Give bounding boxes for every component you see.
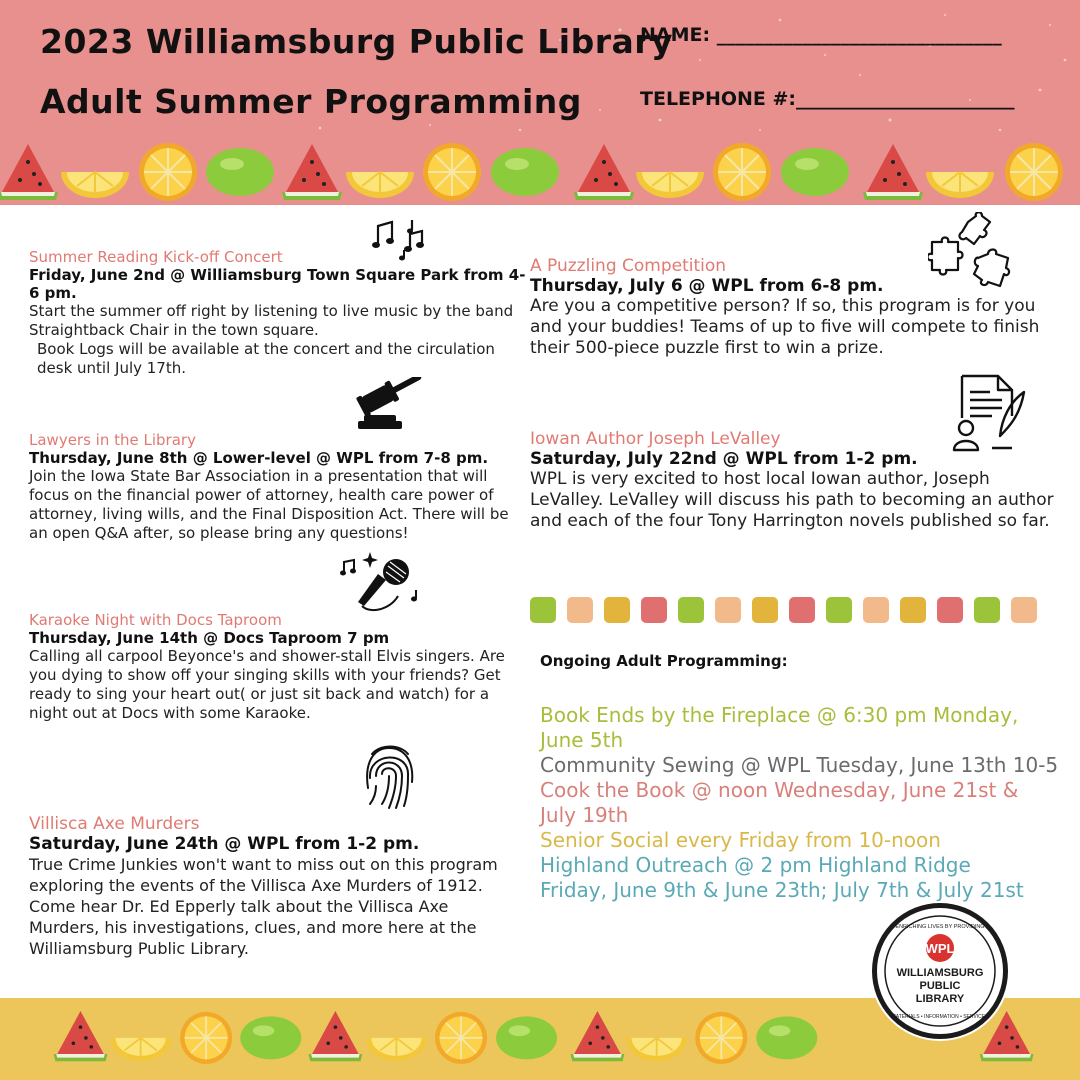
divider-square xyxy=(863,597,889,623)
event-title: Lawyers in the Library xyxy=(29,431,196,449)
divider-square xyxy=(937,597,963,623)
event-title: A Puzzling Competition xyxy=(530,256,727,276)
ongoing-item: Cook the Book @ noon Wednesday, June 21st & July 19th xyxy=(540,778,1019,827)
divider-square xyxy=(604,597,630,623)
ongoing-list xyxy=(540,703,1060,903)
event-when: Thursday, June 8th @ Lower-level @ WPL from 7-8 pm. xyxy=(29,449,489,467)
divider-square xyxy=(530,597,556,623)
fingerprint-icon xyxy=(362,742,416,812)
ongoing-item: Highland Outreach @ 2 pm Highland Ridge Friday, June 9th & June 23th; July 7th & July 21st xyxy=(540,853,1024,902)
event-desc: Join the Iowa State Bar Association in a presentation that will focus on the financial power of attorney, health care power of attorney, living wills, and the Final Disposition Act. There will be an open Q&A after, so please bring any questions! xyxy=(29,467,509,542)
library-seal xyxy=(877,908,1003,1034)
event-title: Karaoke Night with Docs Taproom xyxy=(29,611,282,629)
divider-square xyxy=(678,597,704,623)
divider-square xyxy=(641,597,667,623)
ongoing-item: Senior Social every Friday from 10-noon xyxy=(540,828,941,852)
fruit-border-top xyxy=(0,136,1080,205)
author-document-icon xyxy=(952,372,1030,452)
header-banner xyxy=(0,0,1080,205)
event-when: Saturday, July 22nd @ WPL from 1-2 pm. xyxy=(530,449,918,469)
event-desc: True Crime Junkies won't want to miss out on this program exploring the events of the Villisca Axe Murders of 1912. Come hear Dr. Ed Epperly talk about the Villisca Axe Murders, his investigations, clues, and more here at the Williamsburg Public Library. xyxy=(29,855,498,958)
event-when: Saturday, June 24th @ WPL from 1-2 pm. xyxy=(29,834,420,854)
divider-square xyxy=(567,597,593,623)
event-desc: Are you a competitive person? If so, this program is for you and your buddies! Teams of up to five will compete to finish their 500-piece puzzle first to win a prize. xyxy=(530,296,1040,358)
divider-square xyxy=(826,597,852,623)
color-squares-divider xyxy=(530,597,1080,623)
event-title: Summer Reading Kick-off Concert xyxy=(29,248,283,266)
wpl-logo-text: WPL xyxy=(925,941,955,956)
music-notes-icon xyxy=(372,214,426,262)
ongoing-heading: Ongoing Adult Programming: xyxy=(540,652,788,670)
event-desc: Start the summer off right by listening to live music by the band Straightback Chair in the town square. xyxy=(29,302,514,339)
divider-square xyxy=(752,597,778,623)
event-desc: Calling all carpool Beyonce's and shower-stall Elvis singers. Are you dying to show off your singing skills with your friends? Get ready to sing your heart out( or just sit back and watch) for a night out at Docs with some Karaoke. xyxy=(29,647,505,722)
page-title-line1: 2023 Williamsburg Public Library xyxy=(40,22,674,61)
telephone-field[interactable]: TELEPHONE #:_______________________ xyxy=(640,88,1015,110)
event-when: Friday, June 2nd @ Williamsburg Town Square Park from 4-6 pm. xyxy=(29,266,526,302)
name-field[interactable]: NAME: ______________________________ xyxy=(640,24,1002,46)
event-desc: WPL is very excited to host local Iowan author, Joseph LeValley. LeValley will discuss his path to becoming an author and each of the four Tony Harrington novels published so far. xyxy=(530,469,1054,531)
library-logo-badge xyxy=(872,903,1008,1039)
badge-arc-text: ENRICHING LIVES BY PROVIDING xyxy=(895,924,985,930)
event-summer-reading xyxy=(29,248,527,378)
event-title: Villisca Axe Murders xyxy=(29,814,200,834)
badge-line2: PUBLIC xyxy=(919,980,961,992)
microphone-icon xyxy=(340,550,426,614)
gavel-icon xyxy=(352,377,426,435)
page-title-line2: Adult Summer Programming xyxy=(40,82,582,121)
badge-line1: WILLIAMSBURG xyxy=(896,967,984,979)
event-villisca xyxy=(29,814,519,959)
divider-square xyxy=(789,597,815,623)
event-karaoke xyxy=(29,611,527,723)
badge-line3: LIBRARY xyxy=(915,993,965,1005)
divider-square xyxy=(900,597,926,623)
divider-square xyxy=(974,597,1000,623)
event-lawyers xyxy=(29,431,527,543)
event-title: Iowan Author Joseph LeValley xyxy=(530,429,781,449)
divider-square xyxy=(715,597,741,623)
badge-bottom-text: MATERIALS • INFORMATION • SERVICES xyxy=(891,1014,989,1020)
ongoing-item: Book Ends by the Fireplace @ 6:30 pm Monday, June 5th xyxy=(540,703,1019,752)
event-when: Thursday, June 14th @ Docs Taproom 7 pm xyxy=(29,629,390,647)
divider-square xyxy=(1011,597,1037,623)
puzzle-pieces-icon xyxy=(928,212,1016,294)
event-desc-extra: Book Logs will be available at the concert and the circulation desk until July 17th. xyxy=(37,340,495,377)
ongoing-item: Community Sewing @ WPL Tuesday, June 13th 10-5 xyxy=(540,753,1059,777)
event-when: Thursday, July 6 @ WPL from 6-8 pm. xyxy=(530,276,884,296)
